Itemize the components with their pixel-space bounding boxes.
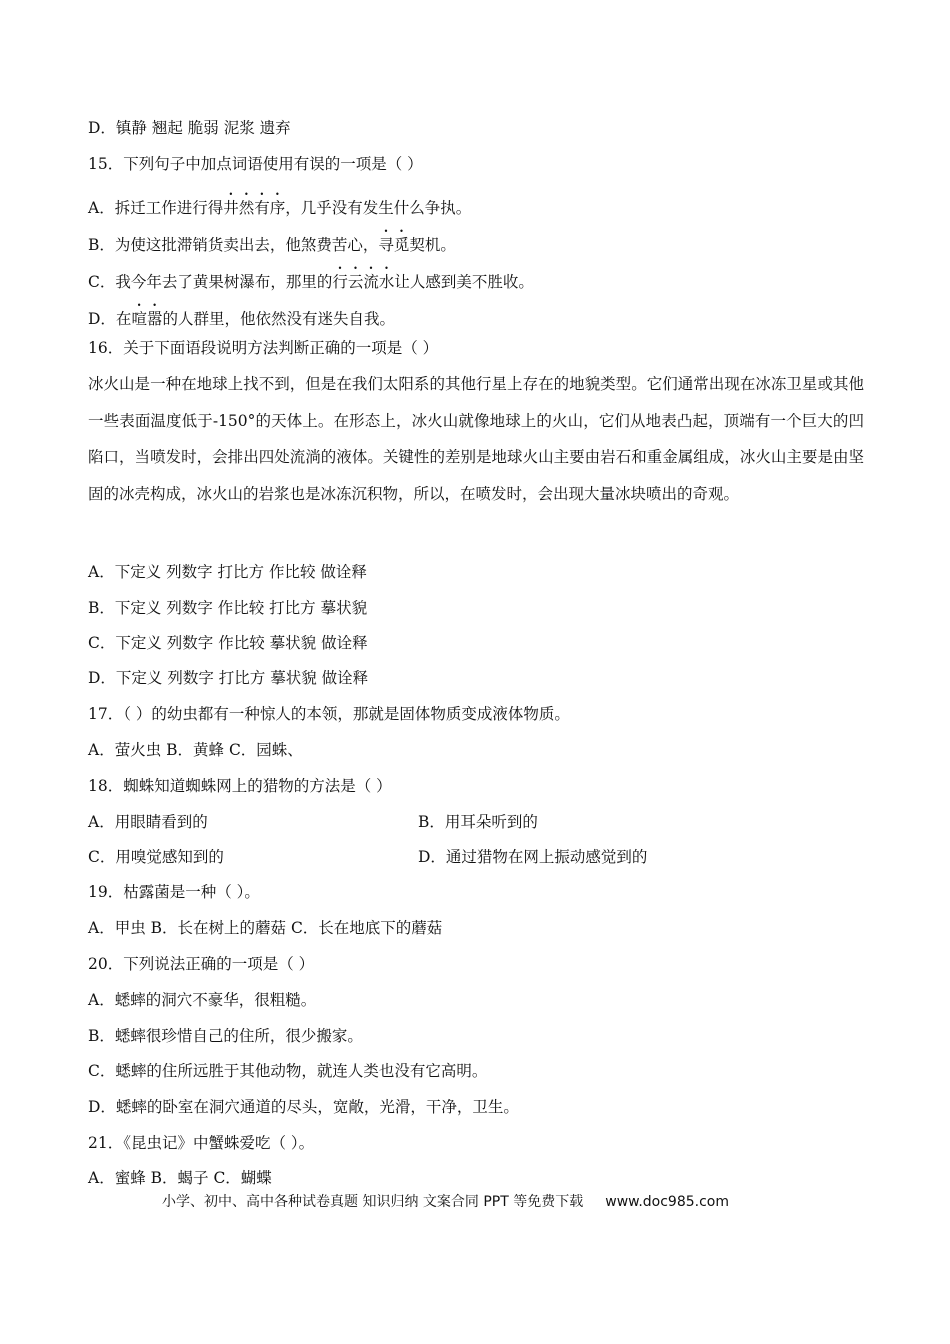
q18-option-d: D．通过猎物在网上振动感觉到的 xyxy=(418,848,648,866)
q21-options: A．蜜蜂 B．蝎子 C．蝴蝶 xyxy=(88,1169,272,1187)
q16-option-b: B．下定义 列数字 作比较 打比方 摹状貌 xyxy=(88,599,368,617)
q15-a-dotted-word: 井然有序 xyxy=(223,199,286,217)
q20-option-b: B．蟋蟀很珍惜自己的住所，很少搬家。 xyxy=(88,1027,363,1045)
q15-option-d: D．在喧嚣的人群里，他依然没有迷失自我。 xyxy=(88,310,395,328)
q16-option-d: D．下定义 列数字 打比方 摹状貌 做诠释 xyxy=(88,669,369,687)
q15-stem: 15．下列句子中加点词语使用有误的一项是（ ） xyxy=(88,155,423,173)
q18-option-b: B．用耳朵听到的 xyxy=(418,813,538,831)
q16-stem: 16．关于下面语段说明方法判断正确的一项是（ ） xyxy=(88,339,439,357)
q20-option-a: A．蟋蟀的洞穴不豪华，很粗糙。 xyxy=(88,991,317,1009)
q20-option-c: C．蟋蟀的住所远胜于其他动物，就连人类也没有它高明。 xyxy=(88,1062,488,1080)
q16-option-a: A．下定义 列数字 打比方 作比较 做诠释 xyxy=(88,563,367,581)
q18-option-c: C．用嗅觉感知到的 xyxy=(88,848,224,866)
q20-option-d: D．蟋蟀的卧室在洞穴通道的尽头，宽敞，光滑，干净，卫生。 xyxy=(88,1098,519,1116)
q15-option-c: C．我今年去了黄果树瀑布，那里的行云流水让人感到美不胜收。 xyxy=(88,273,534,291)
q15-c-dotted-word: 行云流水 xyxy=(332,273,395,291)
q15-option-a: A．拆迁工作进行得井然有序，几乎没有发生什么争执。 xyxy=(88,199,472,217)
q18-option-a: A．用眼睛看到的 xyxy=(88,813,208,831)
footer-site-link[interactable]: www.doc985.com xyxy=(605,1194,729,1210)
q15-d-dotted-word: 喧嚣 xyxy=(131,310,163,328)
q16-option-c: C．下定义 列数字 作比较 摹状貌 做诠释 xyxy=(88,634,368,652)
q19-stem: 19．枯露菌是一种（ ）。 xyxy=(88,883,260,901)
q18-stem: 18．蜘蛛知道蜘蛛网上的猎物的方法是（ ） xyxy=(88,777,392,795)
q16-passage: 冰火山是一种在地球上找不到，但是在我们太阳系的其他行星上存在的地貌类型。它们通常出现在冰冻卫星或其他一些表面温度低于-150°的天体上。在形态上，冰火山就像地球上的火山，它们从地表凸起，顶端有一个巨大的凹陷口，当喷发时，会排出四处流淌的液体。关键性的差别是地球火山主要由岩石和重金属组成，冰火山主要是由坚固的冰壳构成，冰火山的岩浆也是冰冻沉积物，所以，在喷发时，会出现大量冰块喷出的奇观。 xyxy=(88,375,864,503)
q17-stem: 17．（ ）的幼虫都有一种惊人的本领，那就是固体物质变成液体物质。 xyxy=(88,705,570,723)
footer-text: 小学、初中、高中各种试卷真题 知识归纳 文案合同 PPT 等免费下载 xyxy=(162,1194,584,1210)
q21-stem: 21．《昆虫记》中蟹蛛爱吃（ ）。 xyxy=(88,1134,315,1152)
q20-stem: 20．下列说法正确的一项是（ ） xyxy=(88,955,315,973)
page-footer xyxy=(162,1193,729,1211)
q15-b-dotted-word: 寻觅 xyxy=(378,236,410,254)
q19-options: A．甲虫 B．长在树上的蘑菇 C．长在地底下的蘑菇 xyxy=(88,919,443,937)
q15-option-b: B．为使这批滞销货卖出去，他煞费苦心，寻觅契机。 xyxy=(88,236,456,254)
q14-option-d: D．镇静 翘起 脆弱 泥浆 遗弃 xyxy=(88,119,291,137)
q17-options: A．萤火虫 B．黄蜂 C．园蛛、 xyxy=(88,741,303,759)
